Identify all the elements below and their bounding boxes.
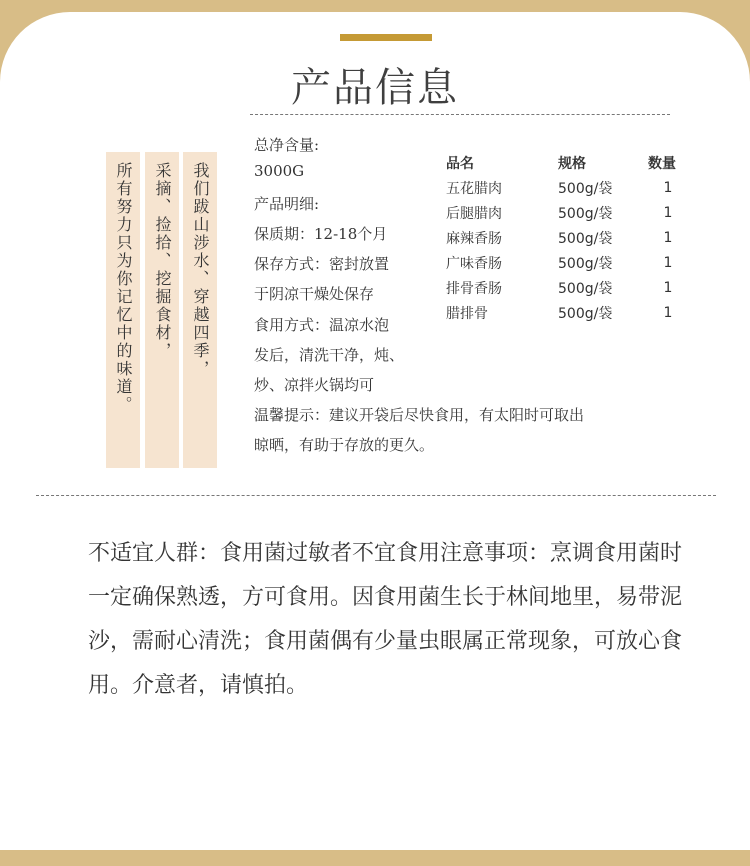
cell-name: 腊排骨 xyxy=(446,305,488,322)
vertical-text-box-3 xyxy=(106,152,140,468)
cell-name: 排骨香肠 xyxy=(446,280,502,297)
cell-name: 麻辣香肠 xyxy=(446,230,502,247)
tip-line-1: 温馨提示：建议开袋后尽快食用，有太阳时可取出 xyxy=(254,406,585,424)
cell-spec: 500g/袋 xyxy=(558,255,613,272)
header-qty: 数量 xyxy=(648,155,676,172)
usage-line-3: 炒、凉拌火锅均可 xyxy=(254,376,375,394)
table-row xyxy=(446,250,688,275)
vertical-text-box-2 xyxy=(145,152,179,468)
cell-name: 五花腊肉 xyxy=(446,180,502,197)
cell-name: 广味香肠 xyxy=(446,255,502,272)
vertical-text-2: 采摘、捡拾、挖掘食材， xyxy=(153,162,172,360)
vertical-text-box-1 xyxy=(183,152,217,468)
cell-spec: 500g/袋 xyxy=(558,305,613,322)
table-row xyxy=(446,300,688,325)
table-row xyxy=(446,275,688,300)
cell-spec: 500g/袋 xyxy=(558,205,613,222)
net-weight-value: 3000G xyxy=(254,162,305,180)
shelf-life: 保质期：12-18个月 xyxy=(254,225,388,243)
bottom-band xyxy=(0,850,750,866)
header-name: 品名 xyxy=(446,155,474,172)
table-row xyxy=(446,175,688,200)
notice-text: 不适宜人群：食用菌过敏者不宜食用注意事项：烹调食用菌时一定确保熟透，方可食用。因食用菌生长于林间地里，易带泥沙，需耐心清洗；食用菌偶有少量虫眼属正常现象，可放心食用。介意者，请慎拍。 xyxy=(88,541,683,698)
vertical-text-1: 我们跋山涉水、穿越四季， xyxy=(191,162,210,378)
net-weight-label: 总净含量: xyxy=(254,136,320,154)
vertical-text-3: 所有努力只为你记忆中的味道。 xyxy=(114,162,133,414)
table-row xyxy=(446,225,688,250)
cell-qty: 1 xyxy=(663,179,673,196)
cell-qty: 1 xyxy=(663,204,673,221)
title-divider xyxy=(250,114,670,115)
table-row xyxy=(446,200,688,225)
cell-qty: 1 xyxy=(663,304,673,321)
page-title: 产品信息 xyxy=(291,65,459,111)
cell-spec: 500g/袋 xyxy=(558,230,613,247)
usage-line-1: 食用方式：温凉水泡 xyxy=(254,316,390,334)
title-accent-bar xyxy=(340,34,432,41)
detail-label: 产品明细: xyxy=(254,195,320,213)
storage-line-2: 于阴凉干燥处保存 xyxy=(254,285,375,303)
cell-name: 后腿腊肉 xyxy=(446,205,502,222)
product-info-card xyxy=(0,12,750,850)
storage-line-1: 保存方式：密封放置 xyxy=(254,255,390,273)
header-spec: 规格 xyxy=(558,155,586,172)
usage-line-2: 发后，清洗干净，炖、 xyxy=(254,346,405,364)
cell-spec: 500g/袋 xyxy=(558,280,613,297)
tip-line-2: 晾晒，有助于存放的更久。 xyxy=(254,436,435,454)
table-header-row xyxy=(446,150,688,175)
cell-qty: 1 xyxy=(663,279,673,296)
section-divider xyxy=(36,495,716,496)
cell-qty: 1 xyxy=(663,229,673,246)
product-table xyxy=(446,150,688,325)
cell-qty: 1 xyxy=(663,254,673,271)
cell-spec: 500g/袋 xyxy=(558,180,613,197)
